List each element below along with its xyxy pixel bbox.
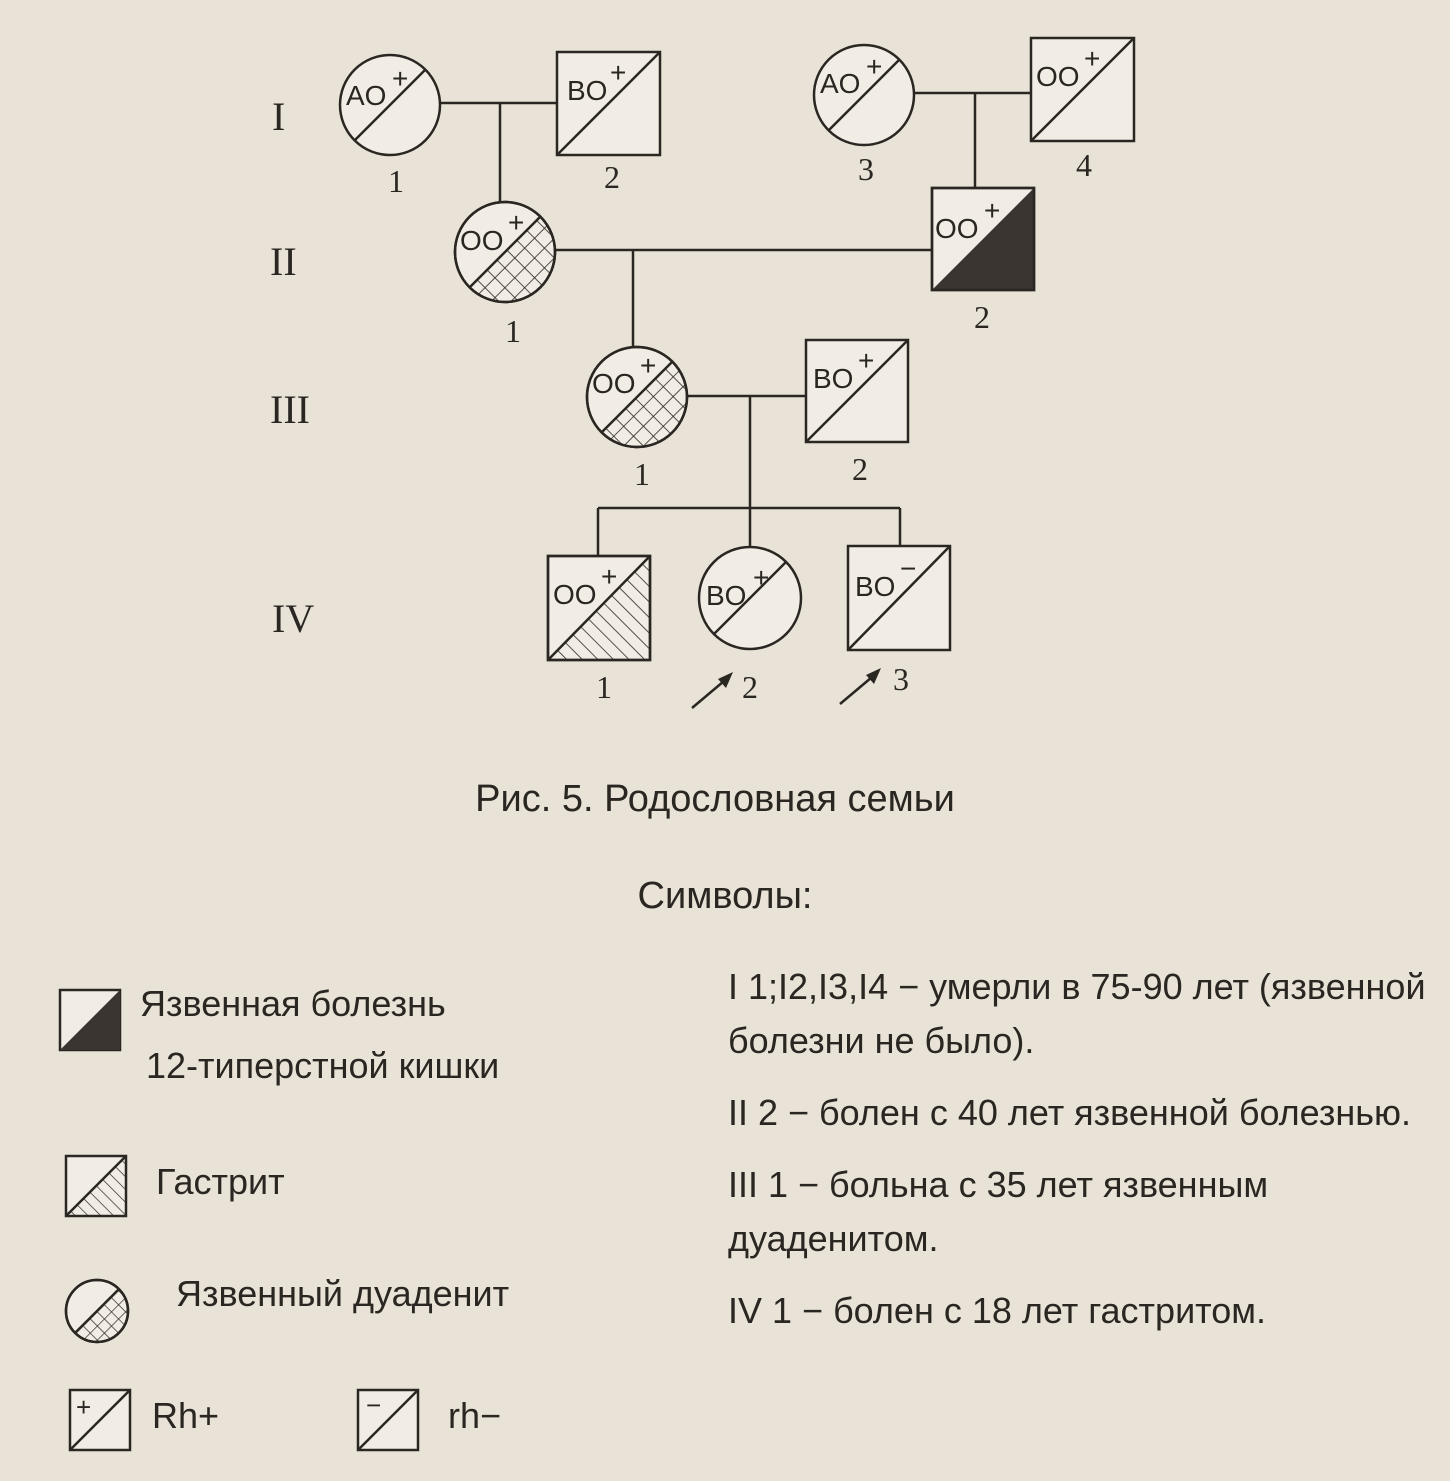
rh-IV3: − — [900, 553, 917, 584]
legend-gastritis: Гастрит — [156, 1161, 285, 1202]
legend-ulcer-line1: Язвенная болезнь — [140, 983, 446, 1024]
rh-IV2: + — [753, 562, 770, 593]
note-IV1: IV 1 − болен с 18 лет гастритом. — [728, 1290, 1267, 1331]
number-I3: 3 — [858, 151, 874, 187]
individual-III2 — [806, 340, 908, 487]
genotype-II2: OO — [935, 213, 979, 244]
rh-I2: + — [610, 57, 627, 88]
rh-II1: + — [508, 207, 525, 238]
genotype-IV1: OO — [553, 579, 597, 610]
legend-ulcer-line2: 12-типерстной кишки — [146, 1045, 500, 1086]
pedigree-lines — [440, 93, 1031, 556]
genotype-I1: AO — [346, 80, 387, 111]
rh-positive-symbol-icon — [68, 1388, 134, 1452]
individual-I3 — [814, 45, 914, 187]
individual-I2 — [557, 52, 660, 195]
rh-negative-symbol-icon — [356, 1388, 422, 1452]
genotype-IV3: BO — [855, 571, 896, 602]
individual-II1 — [450, 202, 560, 349]
proband-arrow-icon — [692, 672, 733, 708]
individual-I4 — [1031, 38, 1134, 183]
number-I1: 1 — [388, 163, 404, 199]
number-III1: 1 — [634, 456, 650, 492]
individual-IV1 — [548, 556, 650, 705]
number-IV3: 3 — [893, 661, 909, 697]
notes-block — [728, 960, 1428, 1356]
rh-III2: + — [858, 345, 875, 376]
legend-rh-negative: rh− — [448, 1395, 502, 1436]
number-II1: 1 — [505, 313, 521, 349]
symbols-heading: Символы: — [637, 875, 813, 917]
generation-label-III: III — [270, 387, 310, 432]
individual-I1 — [340, 55, 440, 199]
rh-I1: + — [392, 63, 409, 94]
rh-III1: + — [640, 350, 657, 381]
individual-II2 — [932, 188, 1034, 335]
rh-I4: + — [1084, 43, 1101, 74]
rh-I3: + — [866, 51, 883, 82]
rh-II2: + — [984, 195, 1001, 226]
genotype-I2: BO — [567, 75, 608, 106]
genotype-III1: OO — [592, 368, 636, 399]
duodenitis-symbol-icon — [62, 1276, 132, 1346]
number-III2: 2 — [852, 451, 868, 487]
rh-pos-sign: + — [76, 1392, 92, 1422]
generation-label-I: I — [272, 94, 286, 139]
note-III1: III 1 − больна с 35 лет язвенным дуаденитом. — [728, 1164, 1269, 1259]
genotype-I3: AO — [820, 68, 861, 99]
genotype-II1: OO — [460, 225, 504, 256]
number-I2: 2 — [604, 159, 620, 195]
number-IV1: 1 — [596, 669, 612, 705]
number-I4: 4 — [1076, 147, 1092, 183]
generation-label-IV: IV — [272, 596, 315, 641]
genotype-I4: OO — [1036, 61, 1080, 92]
individual-IV3 — [840, 546, 950, 704]
individual-III1 — [582, 347, 692, 492]
proband-arrow-icon — [840, 668, 881, 704]
number-II2: 2 — [974, 299, 990, 335]
rh-neg-sign: − — [366, 1390, 382, 1420]
number-IV2: 2 — [742, 669, 758, 705]
genotype-IV2: BO — [706, 580, 747, 611]
note-II2: II 2 − болен с 40 лет язвенной болезнью. — [728, 1092, 1412, 1133]
rh-IV1: + — [601, 561, 618, 592]
genotype-III2: BO — [813, 363, 854, 394]
individual-IV2 — [692, 547, 801, 708]
generation-label-II: II — [270, 239, 297, 284]
figure-caption: Рис. 5. Родословная семьи — [475, 778, 955, 820]
gastritis-symbol-icon — [64, 1154, 130, 1218]
legend-duodenitis: Язвенный дуаденит — [176, 1273, 510, 1314]
ulcer-symbol-icon — [58, 988, 124, 1052]
note-generation-I: I 1;I2,I3,I4 − умерли в 75-90 лет (язвенной болезни не было). — [728, 966, 1426, 1061]
legend-rh-positive: Rh+ — [152, 1395, 220, 1436]
